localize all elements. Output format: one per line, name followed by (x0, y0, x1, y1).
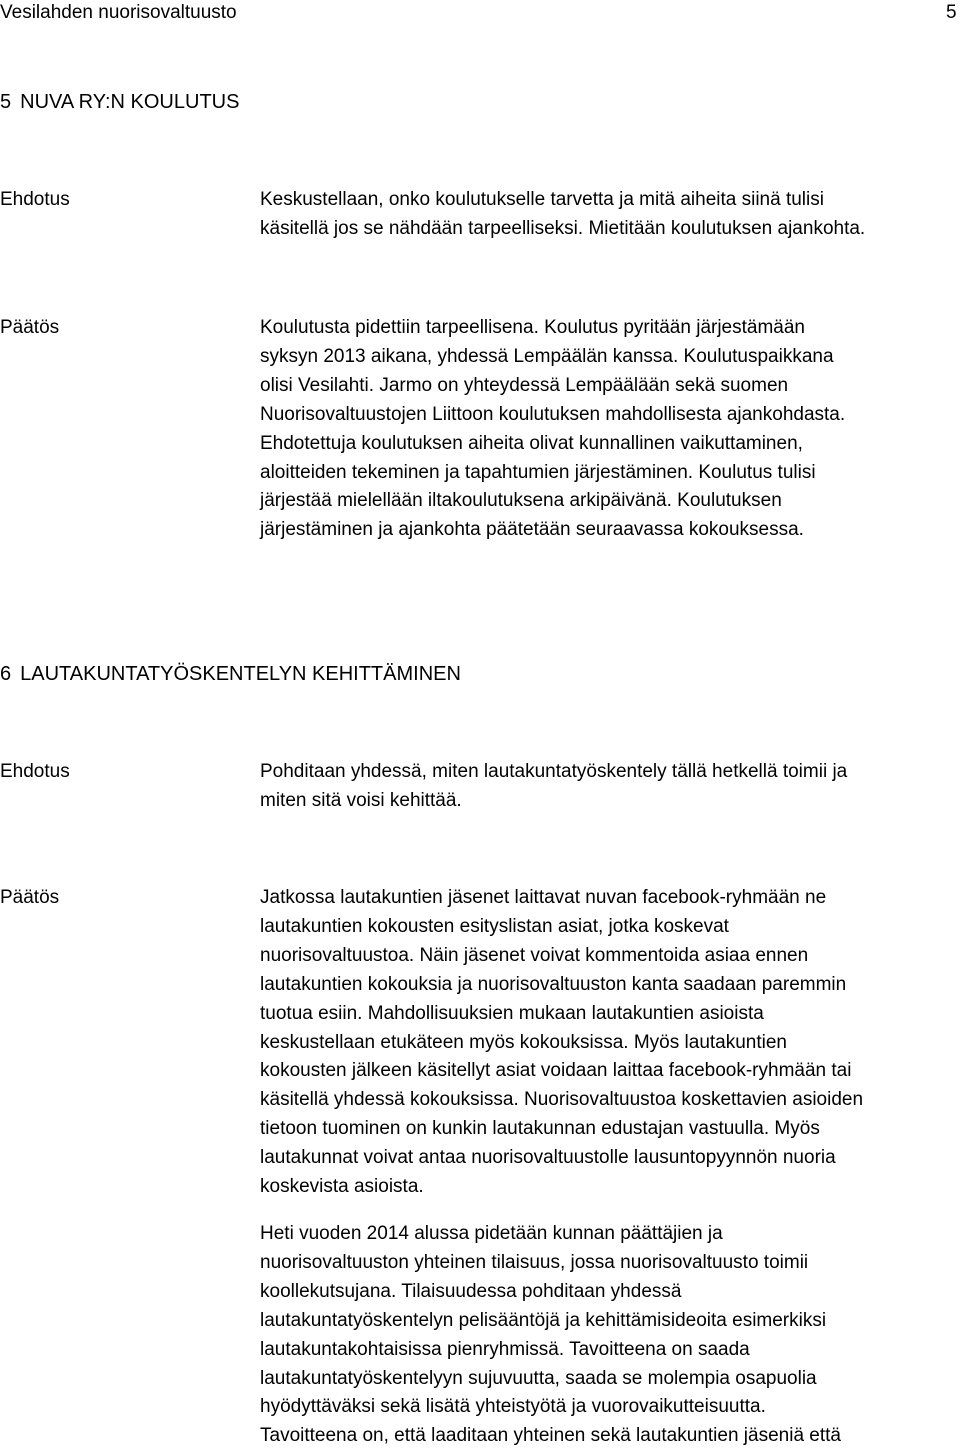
text-line: tuotua esiin. Mahdollisuuksien mukaan lautakuntien asioista (260, 1002, 764, 1024)
text-line: tietoon tuominen on kunkin lautakunnan edustajan vastuulla. Myös (260, 1118, 820, 1140)
section-heading (0, 660, 461, 688)
paatos-label: Päätös (0, 887, 60, 908)
text-line: Koulutusta pidettiin tarpeellisena. Koulutus pyritään järjestämään (260, 317, 805, 338)
ehdotus-label: Ehdotus (0, 761, 70, 782)
text-line: käsitellä jos se nähdään tarpeelliseksi. Mietitään koulutuksen ajankohta. (260, 217, 866, 239)
ehdotus-text (260, 758, 950, 816)
ehdotus-text (260, 186, 950, 244)
text-line: lautakuntien kokousten esityslistan asiat, jotka koskevat (260, 915, 729, 937)
text-line: Tavoitteena on, että laaditaan yhteinen sekä lautakuntien jäseniä että (260, 1425, 841, 1447)
text-line: lautakuntakohtaisissa pienryhmissä. Tavoitteena on saada (260, 1338, 750, 1360)
text-line: miten sitä voisi kehittää. (260, 789, 462, 811)
page-number: 5 (946, 2, 957, 23)
text-line: käsitellä yhdessä kokouksissa. Nuorisovaltuustoa koskettavien asioiden (260, 1089, 864, 1111)
text-line: kokousten jälkeen käsitellyt asiat voidaan laittaa facebook-ryhmään tai (260, 1060, 852, 1082)
text-line: lautakunnat voivat antaa nuorisovaltuustolle lausuntopyynnön nuoria (260, 1147, 836, 1169)
ehdotus-label: Ehdotus (0, 189, 70, 210)
text-line: Nuorisovaltuustojen Liittoon koulutuksen mahdollisesta ajankohdasta. (260, 403, 846, 425)
text-line: syksyn 2013 aikana, yhdessä Lempäälän kanssa. Koulutuspaikkana (260, 345, 834, 367)
text-line: Pohditaan yhdessä, miten lautakuntatyöskentely tällä hetkellä toimii ja (260, 761, 848, 782)
section-number: 6 (0, 663, 12, 685)
section-heading (0, 88, 239, 116)
text-line: nuorisovaltuustoa. Näin jäsenet voivat kommentoida asiaa ennen (260, 944, 809, 966)
section-title: LAUTAKUNTATYÖSKENTELYN KEHITTÄMINEN (20, 663, 461, 685)
text-line: keskustellaan etukäteen myös kokouksissa. Myös lautakuntien (260, 1031, 787, 1053)
text-line: nuorisovaltuuston yhteinen tilaisuus, jossa nuorisovaltuusto toimii (260, 1251, 809, 1273)
text-line: aloitteiden tekeminen ja tapahtumien järjestäminen. Koulutus tulisi (260, 461, 816, 483)
text-line: hyödyttäväksi sekä lisätä yhteistyötä ja vuorovaikutteisuutta. (260, 1396, 766, 1418)
text-line: järjestää mielellään iltakoulutuksena arkipäivänä. Koulutuksen (260, 490, 782, 512)
paatos-paragraph-2 (260, 1220, 950, 1451)
section-title: NUVA RY:N KOULUTUS (20, 91, 240, 113)
section-number: 5 (0, 91, 12, 113)
text-line: olisi Vesilahti. Jarmo on yhteydessä Lempäälään sekä suomen (260, 374, 789, 396)
text-line: järjestäminen ja ajankohta päätetään seuraavassa kokouksessa. (260, 519, 804, 541)
paatos-label: Päätös (0, 317, 60, 338)
text-line: lautakuntien kokouksia ja nuorisovaltuuston kanta saadaan paremmin (260, 973, 847, 995)
paatos-paragraph-1 (260, 884, 950, 1202)
text-line: koskevista asioista. (260, 1176, 424, 1198)
text-line: Keskustellaan, onko koulutukselle tarvetta ja mitä aiheita siinä tulisi (260, 189, 824, 210)
document-title: Vesilahden nuorisovaltuusto (0, 2, 237, 23)
paatos-text (260, 314, 950, 545)
text-line: Jatkossa lautakuntien jäsenet laittavat nuvan facebook-ryhmään ne (260, 887, 827, 908)
text-line: Heti vuoden 2014 alussa pidetään kunnan päättäjien ja (260, 1223, 723, 1244)
text-line: lautakuntatyöskentelyyn sujuvuutta, saada se molempia osapuolia (260, 1367, 817, 1389)
text-line: koollekutsujana. Tilaisuudessa pohditaan yhdessä (260, 1280, 682, 1302)
text-line: lautakuntatyöskentelyn pelisääntöjä ja kehittämisideoita esimerkiksi (260, 1309, 827, 1331)
page-header (0, 0, 960, 26)
text-line: Ehdotettuja koulutuksen aiheita olivat kunnallinen vaikuttaminen, (260, 432, 803, 454)
